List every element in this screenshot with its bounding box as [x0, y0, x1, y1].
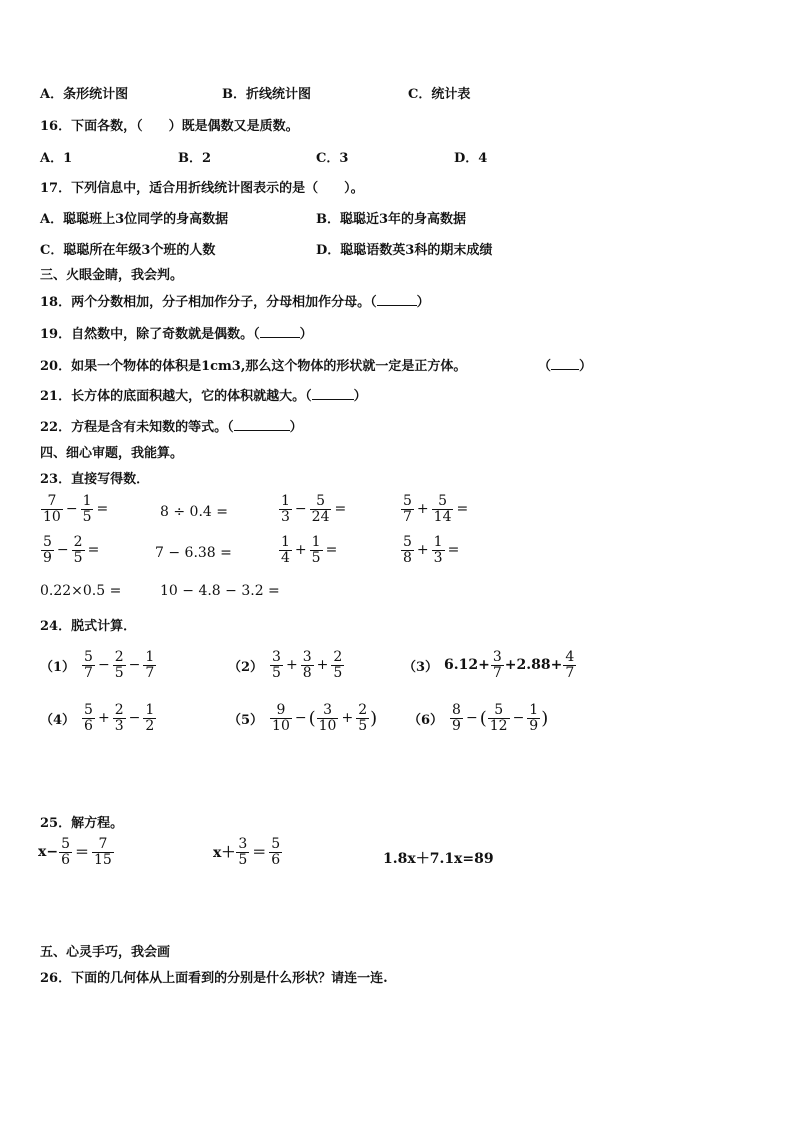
- q20-open: （: [538, 359, 552, 374]
- q17-option-c: C．聪聪所在年级3个班的人数: [40, 243, 216, 258]
- q21-close: ）: [353, 389, 367, 404]
- section-5-heading: 五、心灵手巧，我会画: [40, 945, 171, 960]
- q18-close: ）: [416, 295, 430, 310]
- q23-item-8: $\frac{5}{8}$ + $\frac{1}{3}$ =: [403, 534, 460, 566]
- q24-item-4: （4） $\frac{5}{6}$ + $\frac{2}{3}$ − $\frac{1}{2}$: [40, 702, 155, 734]
- q15-option-a: A．条形统计图: [40, 87, 129, 102]
- q24-item-3: （3） 6.12+ $\frac{3}{7}$ +2.88+ $\frac{4}{7}$: [403, 649, 575, 681]
- q17-stem: 17．下列信息中，适合用折线统计图表示的是（ ）。: [40, 181, 364, 196]
- q16-option-c: C．3: [316, 151, 349, 166]
- q15-option-c: C．统计表: [408, 87, 471, 102]
- section-3-heading: 三、火眼金睛，我会判。: [40, 268, 184, 283]
- fraction: $\frac{1}{3}$: [281, 493, 290, 525]
- q23-item-3: $\frac{1}{3}$ − $\frac{5}{24}$ =: [281, 493, 347, 525]
- q23-item-2: 8 ÷ 0.4 =: [160, 504, 228, 520]
- q20-answer-blank[interactable]: [551, 357, 579, 370]
- fraction: $\frac{1}{5}$: [82, 493, 92, 525]
- q22-answer-blank[interactable]: [234, 418, 290, 431]
- q23-item-5: $\frac{5}{9}$ − $\frac{2}{5}$ =: [43, 534, 100, 566]
- q25-equation-1: x− $\frac{5}{6}$ ＝ $\frac{7}{15}$: [38, 836, 112, 868]
- fraction: $\frac{5}{9}$: [43, 534, 52, 566]
- q20-close: ）: [579, 359, 593, 374]
- fraction: $\frac{5}{8}$: [403, 534, 412, 566]
- fraction: $\frac{1}{4}$: [281, 534, 290, 566]
- q22-text: 22．方程是含有未知数的等式。（: [40, 420, 234, 435]
- q19-answer-blank[interactable]: [260, 325, 300, 338]
- q18-text: 18．两个分数相加，分子相加作分子，分母相加作分母。（: [40, 295, 377, 310]
- fraction: $\frac{5}{24}$: [311, 493, 330, 525]
- q22: [40, 416, 303, 435]
- q15-option-b: B．折线统计图: [222, 87, 311, 102]
- q21-answer-blank[interactable]: [312, 387, 354, 400]
- q25-equation-2: x＋ $\frac{3}{5}$ ＝ $\frac{5}{6}$: [213, 836, 281, 868]
- q17-option-b: B．聪聪近3年的身高数据: [316, 212, 467, 227]
- section-4-heading: 四、细心审题，我能算。: [40, 446, 184, 461]
- q18: [40, 291, 430, 310]
- fraction: $\frac{1}{5}$: [311, 534, 321, 566]
- q24-item-1: （1） $\frac{5}{7}$ − $\frac{2}{5}$ − $\frac{1}{7}$: [40, 649, 155, 681]
- q24-stem: 24．脱式计算．: [40, 619, 137, 634]
- q25-stem: 25．解方程。: [40, 816, 124, 831]
- q21-text: 21．长方体的底面积越大，它的体积就越大。（: [40, 389, 312, 404]
- q19: [40, 323, 313, 342]
- q17-option-d: D．聪聪语数英3科的期末成绩: [316, 243, 493, 258]
- q24-item-6: （6） $\frac{8}{9}$ − ( $\frac{5}{12}$ − $\frac{1}{9}$ ): [408, 702, 549, 734]
- fraction: $\frac{5}{14}$: [433, 493, 452, 525]
- q25-equation-3: 1.8x＋7.1x=89: [383, 851, 494, 867]
- q20-answer: [538, 355, 592, 374]
- fraction: $\frac{1}{3}$: [433, 534, 443, 566]
- q19-text: 19．自然数中，除了奇数就是偶数。（: [40, 327, 260, 342]
- q16-option-d: D．4: [454, 151, 488, 166]
- q23-item-7: $\frac{1}{4}$ + $\frac{1}{5}$ =: [281, 534, 338, 566]
- q16-stem: 16．下面各数，（ ）既是偶数又是质数。: [40, 119, 299, 134]
- q23-item-10: 10 − 4.8 − 3.2 =: [160, 583, 280, 599]
- q22-close: ）: [289, 420, 303, 435]
- q23-item-1: $\frac{7}{10}$ − $\frac{1}{5}$ =: [43, 493, 109, 525]
- fraction: $\frac{2}{5}$: [73, 534, 83, 566]
- q18-answer-blank[interactable]: [377, 293, 417, 306]
- q16-option-a: A．1: [40, 151, 73, 166]
- q20-text: 20．如果一个物体的体积是1cm3,那么这个物体的形状就一定是正方体。: [40, 359, 467, 374]
- q23-item-6: 7 − 6.38 =: [155, 545, 232, 561]
- q16-option-b: B．2: [178, 151, 212, 166]
- q26-stem: 26．下面的几何体从上面看到的分别是什么形状？请连一连.: [40, 971, 388, 986]
- q21: [40, 385, 367, 404]
- q17-option-a: A．聪聪班上3位同学的身高数据: [40, 212, 229, 227]
- q23-stem: 23．直接写得数．: [40, 472, 150, 487]
- q24-item-2: （2） $\frac{3}{5}$ + $\frac{3}{8}$ + $\frac{2}{5}$: [228, 649, 343, 681]
- q23-item-9: 0.22×0.5 =: [40, 583, 122, 599]
- q23-item-4: $\frac{5}{7}$ + $\frac{5}{14}$ =: [403, 493, 469, 525]
- q20: [40, 355, 466, 374]
- q24-item-5: （5） $\frac{9}{10}$ − ( $\frac{3}{10}$ + $\frac{2}{5}$ ): [228, 702, 378, 734]
- fraction: $\frac{7}{10}$: [43, 493, 61, 525]
- q19-close: ）: [299, 327, 313, 342]
- fraction: $\frac{5}{7}$: [403, 493, 412, 525]
